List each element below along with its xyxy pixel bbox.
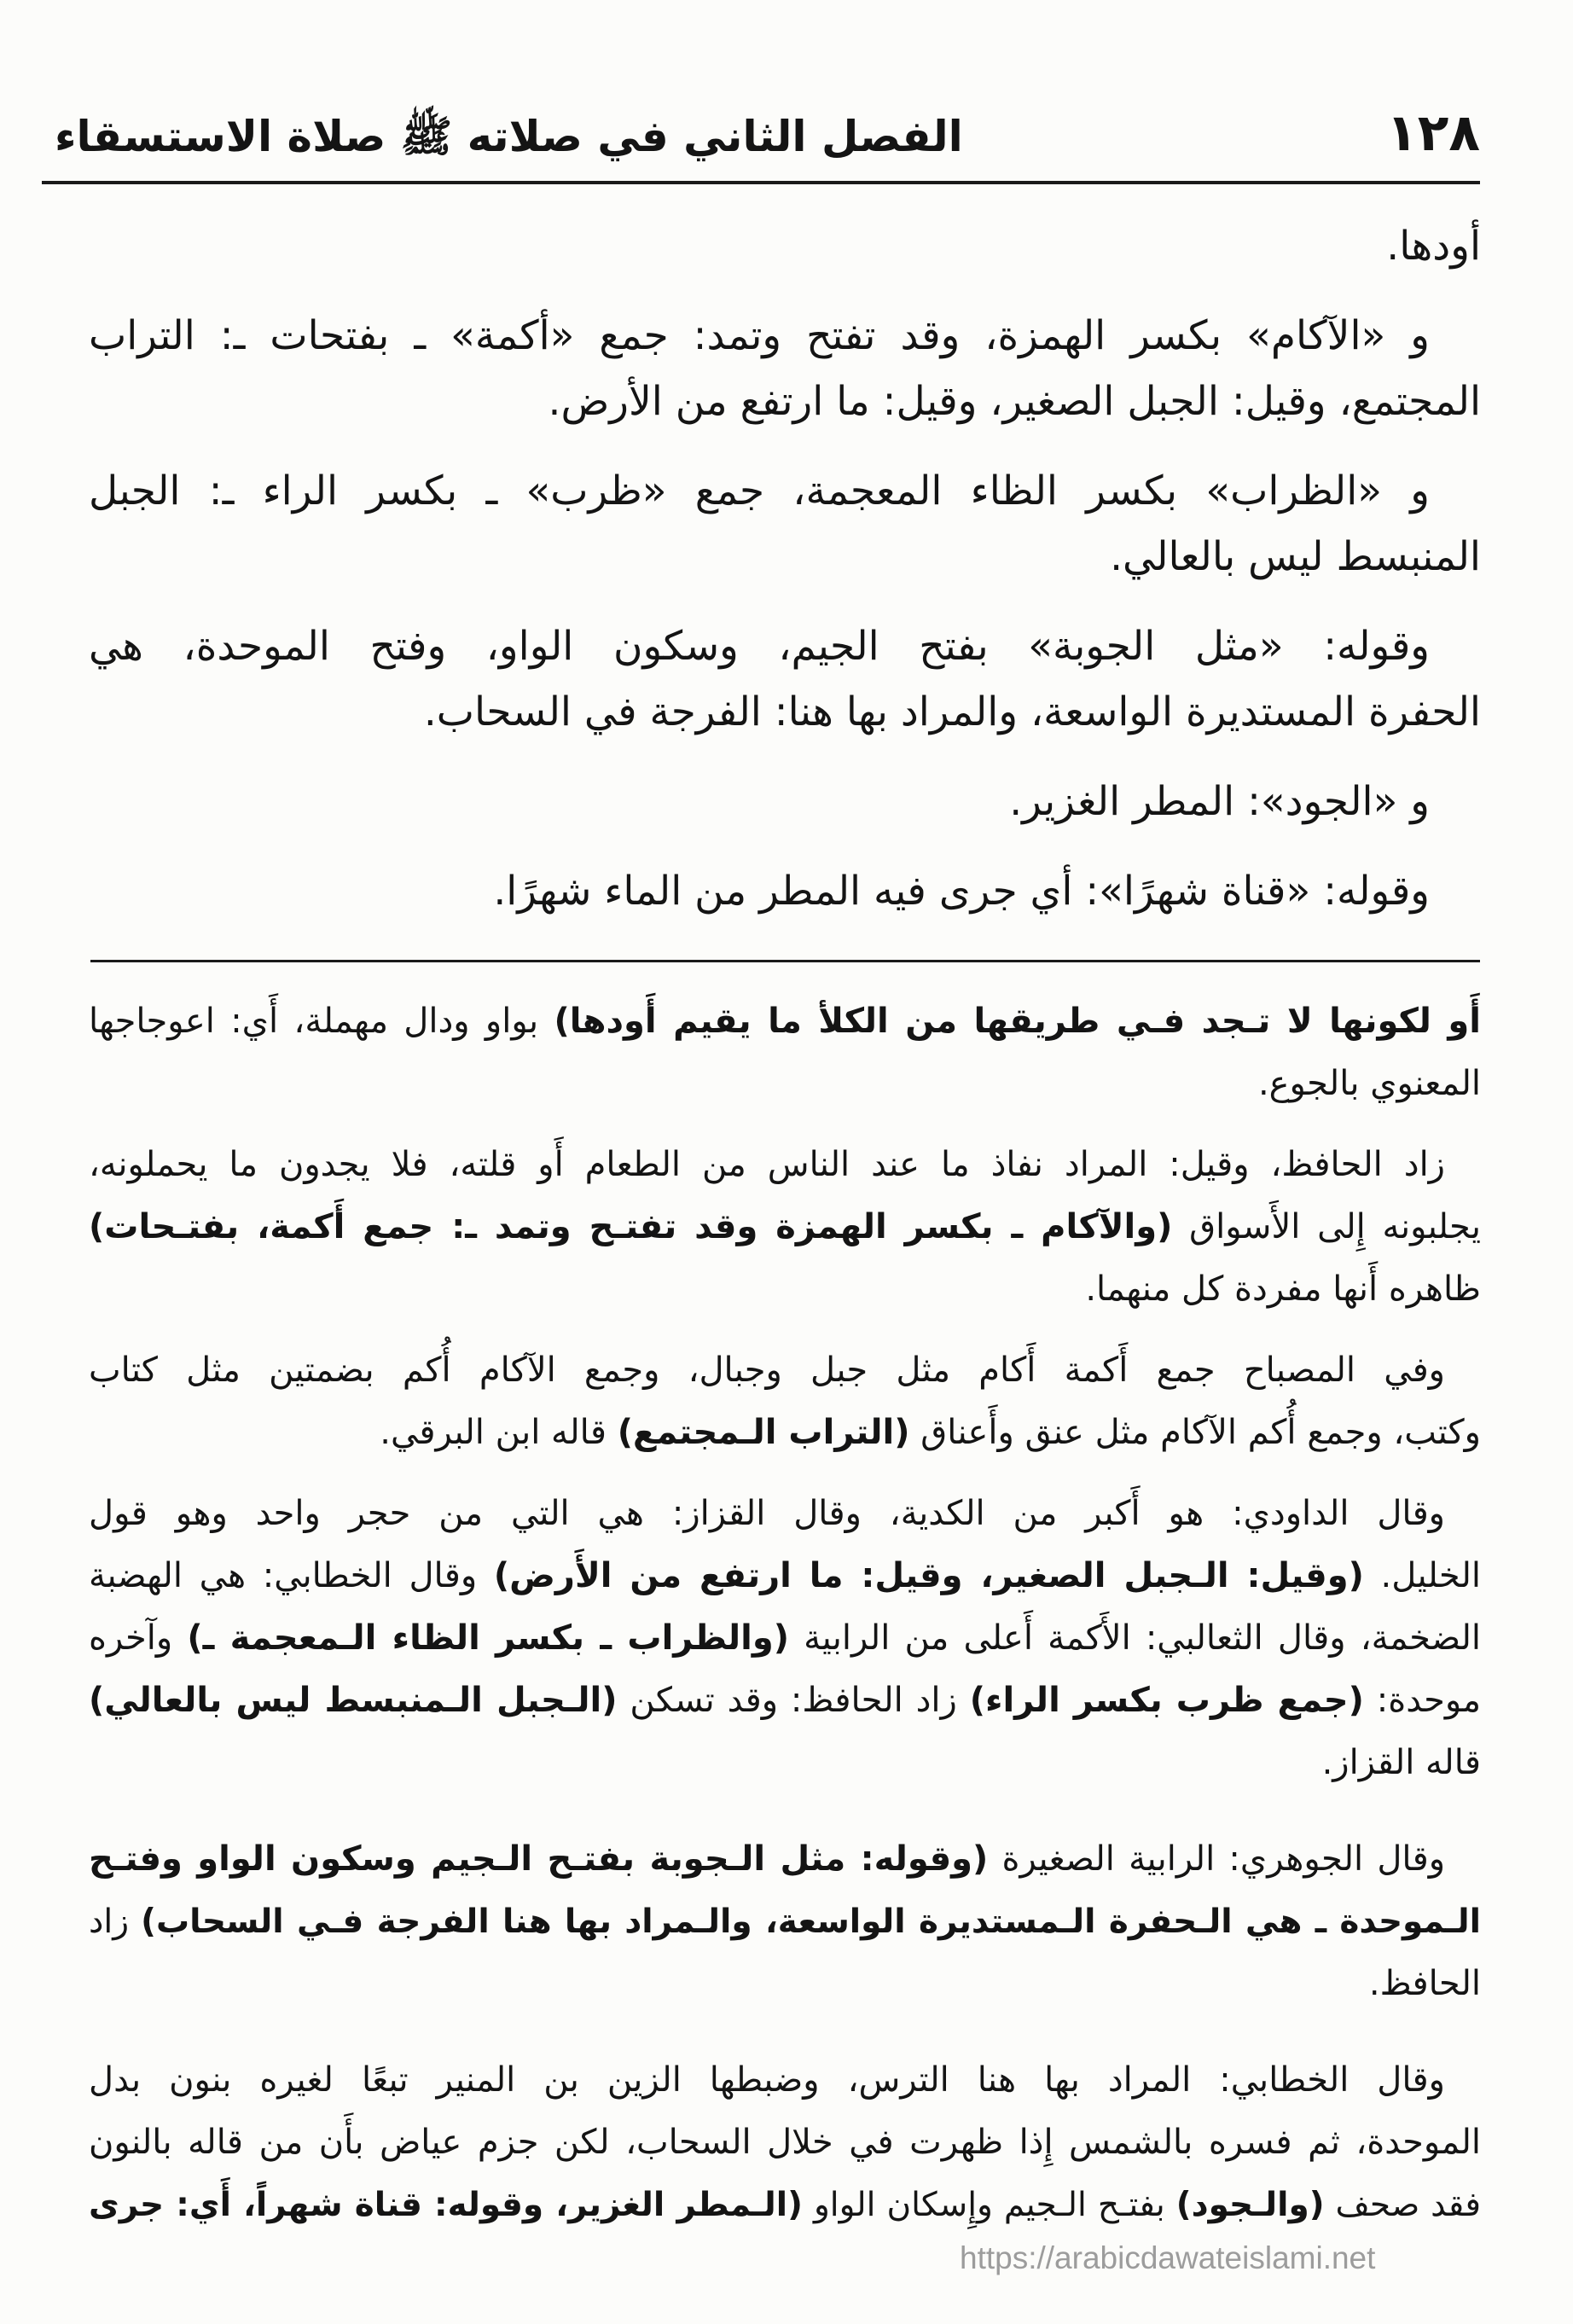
commentary-line: [89, 1953, 1481, 2015]
main-line: و «الآكام» بكسر الهمزة، وقد تفتح وتمد: جمع «أكمة» ـ بفتحات ـ: التراب: [89, 312, 1430, 359]
main-line: الحفرة المستديرة الواسعة، والمراد بها هنا: الفرجة في السحاب.: [423, 688, 1481, 735]
main-line: المجتمع، وقيل: الجبل الصغير، وقيل: ما ارتفع من الأرض.: [548, 378, 1481, 425]
quoted-text-bold: (والـجود): [1175, 2186, 1325, 2224]
commentary-text: قاله ابن البرقي.: [380, 1413, 618, 1452]
commentary-paragraph: [89, 991, 1481, 1115]
main-paragraph: [89, 858, 1481, 924]
main-line: أودها.: [1386, 223, 1481, 270]
main-line: وقوله: «مثل الجوبة» بفتح الجيم، وسكون الواو، وفتح الموحدة، هي: [89, 623, 1430, 670]
commentary-line: [89, 1483, 1481, 1545]
quoted-text-bold: (وقيل: الـجبل الصغير، وقيل: ما ارتفع من الأَرض): [493, 1556, 1364, 1595]
chapter-title: الفصل الثاني في صلاته ﷺ صلاة الاستسقاء: [55, 112, 963, 161]
commentary-text: وقال الخطابي: المراد بها هنا الترس، وضبطها الزين بن المنير تبعًا لغيره بنون بدل: [89, 2060, 1445, 2100]
main-paragraph: [89, 213, 1481, 279]
commentary-text: وفي المصباح جمع أَكمة أَكام مثل جبل وجبال، وجمع الآكام أُكم بضمتين مثل كتاب: [89, 1351, 1445, 1390]
main-line: و «الظراب» بكسر الظاء المعجمة، جمع «ظرب» ـ بكسر الراء ـ: الجبل: [89, 468, 1430, 514]
commentary-text: زاد الحافظ، وقيل: المراد نفاذ ما عند الناس من الطعام أَو قلته، فلا يجدون ما يحملونه،: [89, 1145, 1445, 1184]
commentary-text: وقال الداودي: هو أَكبر من الكدية، وقال القزاز: هي التي من حجر واحد وهو قول: [89, 1494, 1445, 1533]
commentary-text: وقال الجوهري: الرابية الصغيرة: [988, 1839, 1446, 1879]
commentary-text: ظاهره أَنها مفردة كل منهما.: [1085, 1269, 1481, 1309]
quoted-text-bold: (والظراب ـ بكسر الظاء الـمعجمة ـ): [187, 1618, 790, 1658]
main-line: المنبسط ليس بالعالي.: [1110, 533, 1481, 580]
quoted-text-bold: (والآكام ـ بكسر الهمزة وقد تفتـح وتمد ـ: جمع أَكمة، بفتـحات): [89, 1207, 1173, 1246]
commentary-text: بفتـح الـجيم وإِسكان الواو: [803, 2186, 1176, 2224]
commentary-paragraph: [89, 1828, 1481, 2015]
commentary-line: [89, 1402, 1481, 1464]
commentary-line: [89, 2112, 1481, 2174]
commentary-text: بواو ودال مهملة، أَي: اعوجاجها: [89, 1002, 554, 1041]
commentary-line: [89, 1258, 1481, 1321]
page-number: ١٢٨: [1386, 103, 1480, 163]
commentary-text-block: [89, 991, 1481, 2236]
commentary-paragraph: [89, 1339, 1481, 1464]
commentary-line: [89, 1196, 1481, 1258]
commentary-text: المعنوي بالجوع.: [1257, 1064, 1481, 1103]
commentary-text: الضخمة، وقال الثعالبي: الأَكمة أَعلى من الرابية: [789, 1618, 1481, 1658]
commentary-text: وقال الخطابي: هي الهضبة: [89, 1556, 494, 1595]
main-line: و «الجود»: المطر الغزير.: [1009, 778, 1430, 825]
commentary-line: [89, 1545, 1481, 1607]
commentary-paragraph: [89, 2049, 1481, 2236]
commentary-text: زاد: [89, 1903, 142, 1941]
commentary-text: زاد الحافظ: وقد تسكن: [617, 1681, 970, 1720]
commentary-line: [89, 1134, 1481, 1196]
quoted-text-bold: (التراب الـمجتمع): [617, 1413, 910, 1452]
main-paragraph: [89, 303, 1481, 434]
main-line: وقوله: «قناة شهرًا»: أي جرى فيه المطر من الماء شهرًا.: [493, 868, 1430, 915]
commentary-text: قاله القزاز.: [1321, 1743, 1481, 1782]
commentary-paragraph: [89, 1134, 1481, 1321]
commentary-separator-rule: [90, 960, 1480, 962]
quoted-text-bold: (جمع ظرب بكسر الراء): [969, 1681, 1364, 1720]
commentary-line: [89, 1339, 1481, 1402]
main-paragraph: [89, 613, 1481, 745]
main-paragraph: [89, 769, 1481, 834]
quoted-text-bold: (الـجبل الـمنبسط ليس بالعالي): [89, 1681, 618, 1720]
commentary-text: يجلبونه إِلى الأَسواق: [1172, 1207, 1482, 1246]
commentary-text: فقد صحف: [1324, 2186, 1481, 2224]
commentary-line: [89, 2174, 1481, 2236]
commentary-text: وآخره: [89, 1618, 188, 1658]
commentary-line: [89, 1670, 1481, 1732]
commentary-line: [89, 2049, 1481, 2112]
commentary-text: الخليل.: [1363, 1556, 1481, 1595]
commentary-line: [89, 1053, 1481, 1115]
commentary-line: [89, 1607, 1481, 1670]
commentary-line: [89, 991, 1481, 1053]
main-paragraph: [89, 458, 1481, 590]
commentary-text: موحدة:: [1363, 1681, 1482, 1720]
quoted-text-bold: (وقوله: مثل الـجوبة بفتـح الـجيم وسكون الواو وفتـح: [89, 1839, 989, 1879]
main-text: [89, 213, 1481, 924]
commentary-line: [89, 1828, 1481, 1891]
commentary-text: وكتب، وجمع أُكم الآكام مثل عنق وأَعناق: [909, 1413, 1481, 1452]
commentary-text: الموحدة، ثم فسره بالشمس إِذا ظهرت في خلال السحاب، لكن جزم عياض بأَن من قاله بالنون: [89, 2123, 1481, 2162]
quoted-text-bold: أَو لكونها لا تـجد فـي طريقها من الكلأ ما يقيم أَودها): [554, 1002, 1482, 1041]
commentary-text: الحافظ.: [1368, 1964, 1481, 2003]
commentary-line: [89, 1732, 1481, 1794]
header-rule: [42, 181, 1480, 184]
commentary-paragraph: [89, 1483, 1481, 1794]
commentary-line: [89, 1891, 1481, 1953]
quoted-text-bold: (الـمطر الغزير، وقوله: قناة شهراً، أَي: جرى: [89, 2186, 804, 2224]
watermark-url: https://arabicdawateislami.net: [960, 2240, 1376, 2275]
quoted-text-bold: الـموحدة ـ هي الـحفرة الـمستديرة الواسعة، والـمراد بها هنا الفرجة فـي السحاب): [141, 1903, 1481, 1941]
